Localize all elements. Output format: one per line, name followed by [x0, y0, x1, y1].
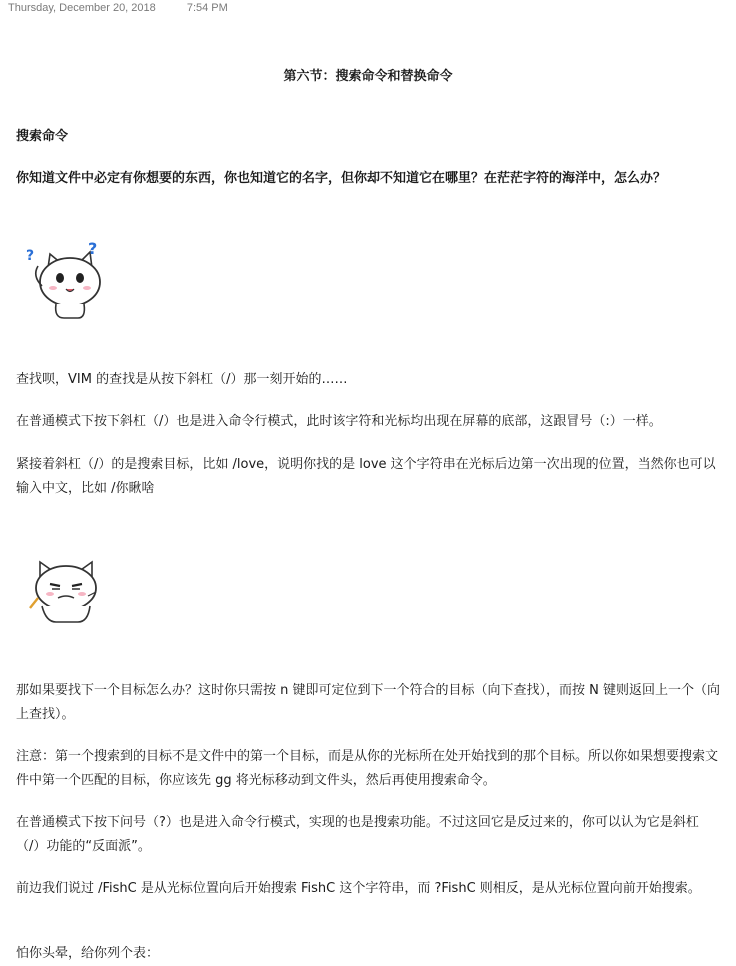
paragraph-6: 在普通模式下按下问号（?）也是进入命令行模式，实现的也是搜索功能。不过这回它是反过来的，你可以认为它是斜杠（/）功能的“反面派”。 [16, 815, 699, 854]
section-heading: 搜索命令 [16, 129, 69, 144]
smirking-cat-sticker-icon [26, 554, 106, 628]
svg-text:?: ? [26, 248, 35, 264]
note-header [8, 2, 228, 14]
paragraph-4: 那如果要找下一个目标怎么办？这时你只需按 n 键即可定位到下一个符合的目标（向下查找），而按 N 键则返回上一个（向上查找）。 [16, 683, 720, 722]
page-title: 第六节：搜索命令和替换命令 [283, 69, 453, 84]
svg-text:?: ? [88, 239, 98, 258]
paragraph-2: 在普通模式下按下斜杠（/）也是进入命令行模式，此时该字符和光标均出现在屏幕的底部，这跟冒号（:）一样。 [16, 414, 662, 429]
paragraph-5: 注意：第一个搜索到的目标不是文件中的第一个目标，而是从你的光标所在处开始找到的那个目标。所以你如果想要搜索文件中第一个匹配的目标，你应该先 gg 将光标移动到文件头，然后再使用搜索命令。 [16, 749, 719, 788]
paragraph-8: 怕你头晕，给你列个表： [16, 946, 160, 961]
confused-cat-sticker-icon [20, 238, 110, 324]
paragraph-7: 前边我们说过 /FishC 是从光标位置向后开始搜索 FishC 这个字符串，而 ?FishC 则相反，是从光标位置向前开始搜索。 [16, 881, 701, 896]
paragraph-3: 紧接着斜杠（/）的是搜索目标，比如 /love，说明你找的是 love 这个字符串在光标后边第一次出现的位置，当然你也可以输入中文，比如 /你瞅啥 [16, 457, 716, 496]
intro-question: 你知道文件中必定有你想要的东西，你也知道它的名字，但你却不知道它在哪里？在茫茫字符的海洋中，怎么办？ [16, 171, 667, 186]
paragraph-1: 查找呗，VIM 的查找是从按下斜杠（/）那一刻开始的…… [16, 372, 348, 387]
note-date: Thursday, December 20, 2018 [8, 2, 156, 14]
note-time: 7:54 PM [186, 2, 228, 14]
